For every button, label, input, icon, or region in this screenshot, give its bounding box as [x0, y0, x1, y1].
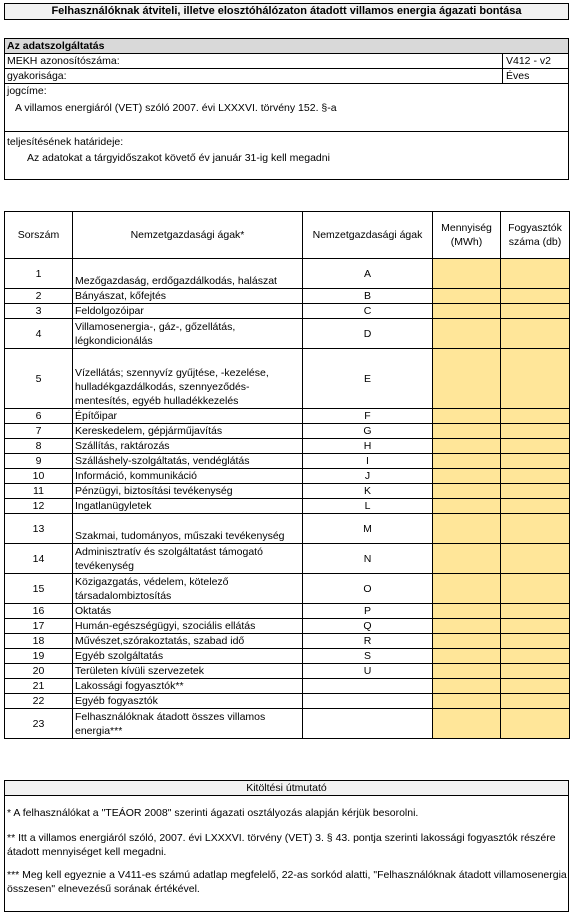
table-row — [5, 574, 570, 604]
deadline-text: Az adatokat a tárgyidőszakot követő év január 31-ig kell megadni — [27, 152, 330, 164]
legal-basis — [5, 84, 568, 132]
col-no: Sorszám — [5, 212, 73, 259]
quantity-input-cell[interactable] — [433, 289, 501, 304]
quantity-input-cell[interactable] — [433, 649, 501, 664]
sector-name: Felhasználóknak átadott összes villamos energia*** — [73, 709, 303, 739]
row-number: 6 — [5, 409, 73, 424]
sector-code: P — [303, 604, 433, 619]
table-row — [5, 634, 570, 649]
sector-code: Q — [303, 619, 433, 634]
consumers-input-cell[interactable] — [501, 469, 570, 484]
table-row — [5, 514, 570, 544]
sector-name: Mezőgazdaság, erdőgazdálkodás, halászat — [73, 259, 303, 289]
sector-code — [303, 679, 433, 694]
table-row — [5, 694, 570, 709]
sector-code: J — [303, 469, 433, 484]
sector-name: Szálláshely-szolgáltatás, vendéglátás — [73, 454, 303, 469]
row-number: 2 — [5, 289, 73, 304]
id-row — [5, 54, 568, 69]
sector-name: Építőipar — [73, 409, 303, 424]
consumers-input-cell[interactable] — [501, 604, 570, 619]
consumers-input-cell[interactable] — [501, 499, 570, 514]
table-row — [5, 289, 570, 304]
consumers-input-cell[interactable] — [501, 709, 570, 739]
table-row — [5, 454, 570, 469]
sector-code: B — [303, 289, 433, 304]
frequency-value: Éves — [502, 69, 568, 83]
quantity-input-cell[interactable] — [433, 619, 501, 634]
instructions-header: Kitöltési útmutató — [5, 781, 568, 796]
table-row — [5, 709, 570, 739]
sector-name: Egyéb fogyasztók — [73, 694, 303, 709]
sector-code: M — [303, 514, 433, 544]
sector-name: Területen kívüli szervezetek — [73, 664, 303, 679]
row-number: 14 — [5, 544, 73, 574]
table-row — [5, 319, 570, 349]
sector-name: Információ, kommunikáció — [73, 469, 303, 484]
quantity-input-cell[interactable] — [433, 409, 501, 424]
quantity-input-cell[interactable] — [433, 694, 501, 709]
table-row — [5, 499, 570, 514]
row-number: 15 — [5, 574, 73, 604]
sector-name: Pénzügyi, biztosítási tevékenység — [73, 484, 303, 499]
sector-name: Vízellátás; szennyvíz gyűjtése, -kezelése, hulladékgazdálkodás, szennyeződés-mentesítés, egyéb hulladékkezelés — [73, 349, 303, 409]
sector-name: Lakossági fogyasztók** — [73, 679, 303, 694]
sector-name: Szállítás, raktározás — [73, 439, 303, 454]
table-row — [5, 604, 570, 619]
row-number: 18 — [5, 634, 73, 649]
row-number: 12 — [5, 499, 73, 514]
table-row — [5, 259, 570, 289]
table-row — [5, 664, 570, 679]
row-number: 17 — [5, 619, 73, 634]
row-number: 21 — [5, 679, 73, 694]
row-number: 20 — [5, 664, 73, 679]
sector-name: Kereskedelem, gépjárműjavítás — [73, 424, 303, 439]
row-number: 7 — [5, 424, 73, 439]
quantity-input-cell[interactable] — [433, 664, 501, 679]
quantity-input-cell[interactable] — [433, 634, 501, 649]
note-1: * A felhasználókat a "TEÁOR 2008" szerinti ágazati osztályozás alapján kérjük besorolni. — [7, 807, 419, 819]
consumers-input-cell[interactable] — [501, 349, 570, 409]
sector-name: Egyéb szolgáltatás — [73, 649, 303, 664]
sector-name: Feldolgozóipar — [73, 304, 303, 319]
consumers-input-cell[interactable] — [501, 439, 570, 454]
table-row — [5, 469, 570, 484]
sector-code: L — [303, 499, 433, 514]
col-quantity: Mennyiség (MWh) — [433, 212, 501, 259]
id-label: MEKH azonosítószáma: — [7, 55, 120, 67]
consumers-input-cell[interactable] — [501, 454, 570, 469]
sector-name: Szakmai, tudományos, műszaki tevékenység — [73, 514, 303, 544]
row-number: 5 — [5, 349, 73, 409]
sector-code: A — [303, 259, 433, 289]
consumers-input-cell[interactable] — [501, 634, 570, 649]
sector-code: U — [303, 664, 433, 679]
consumers-input-cell[interactable] — [501, 679, 570, 694]
deadline — [5, 132, 568, 165]
sector-code: F — [303, 409, 433, 424]
sector-name: Villamosenergia-, gáz-, gőzellátás, légkondicionálás — [73, 319, 303, 349]
row-number: 19 — [5, 649, 73, 664]
note-2: ** Itt a villamos energiáról szóló, 2007. évi LXXXVI. törvény (VET) 3. § 43. pontja szerinti lakossági fogyasztók részére átadott mennyiséget kell megadni. — [7, 832, 556, 858]
table-row — [5, 424, 570, 439]
row-number: 10 — [5, 469, 73, 484]
consumers-input-cell[interactable] — [501, 259, 570, 289]
note-3: *** Meg kell egyeznie a V411-es számú adatlap megfelelő, 22-as sorkód alatti, "Felhasználóknak átadott villamosenergia összesen" elnevezésű sorának értékével. — [7, 869, 567, 895]
sector-name: Bányászat, kőfejtés — [73, 289, 303, 304]
quantity-input-cell[interactable] — [433, 319, 501, 349]
sector-code: R — [303, 634, 433, 649]
table-row — [5, 304, 570, 319]
table-row — [5, 484, 570, 499]
consumers-input-cell[interactable] — [501, 514, 570, 544]
sector-code: G — [303, 424, 433, 439]
quantity-input-cell[interactable] — [433, 469, 501, 484]
consumers-input-cell[interactable] — [501, 319, 570, 349]
sector-code: D — [303, 319, 433, 349]
quantity-input-cell[interactable] — [433, 439, 501, 454]
row-number: 16 — [5, 604, 73, 619]
sector-code: I — [303, 454, 433, 469]
consumers-input-cell[interactable] — [501, 304, 570, 319]
quantity-input-cell[interactable] — [433, 709, 501, 739]
consumers-input-cell[interactable] — [501, 619, 570, 634]
quantity-input-cell[interactable] — [433, 574, 501, 604]
table-row — [5, 439, 570, 454]
consumers-input-cell[interactable] — [501, 289, 570, 304]
quantity-input-cell[interactable] — [433, 304, 501, 319]
consumers-input-cell[interactable] — [501, 649, 570, 664]
consumers-input-cell[interactable] — [501, 574, 570, 604]
row-number: 13 — [5, 514, 73, 544]
sector-name: Ingatlanügyletek — [73, 499, 303, 514]
quantity-input-cell[interactable] — [433, 544, 501, 574]
quantity-input-cell[interactable] — [433, 484, 501, 499]
sector-name: Humán-egészségügyi, szociális ellátás — [73, 619, 303, 634]
quantity-input-cell[interactable] — [433, 514, 501, 544]
sector-code: H — [303, 439, 433, 454]
instructions-section — [4, 780, 569, 912]
sector-code: O — [303, 574, 433, 604]
col-consumers: Fogyasztók száma (db) — [501, 212, 570, 259]
row-number: 9 — [5, 454, 73, 469]
sector-code: K — [303, 484, 433, 499]
consumers-input-cell[interactable] — [501, 484, 570, 499]
quantity-input-cell[interactable] — [433, 604, 501, 619]
row-number: 3 — [5, 304, 73, 319]
row-number: 8 — [5, 439, 73, 454]
info-header: Az adatszolgáltatás — [5, 39, 568, 54]
sector-code — [303, 709, 433, 739]
consumers-input-cell[interactable] — [501, 544, 570, 574]
consumers-input-cell[interactable] — [501, 424, 570, 439]
id-value: V412 - v2 — [502, 54, 568, 68]
quantity-input-cell[interactable] — [433, 499, 501, 514]
legal-label: jogcíme: — [7, 85, 47, 97]
table-row — [5, 349, 570, 409]
sector-name: Művészet,szórakoztatás, szabad idő — [73, 634, 303, 649]
sector-name: Oktatás — [73, 604, 303, 619]
sector-name: Közigazgatás, védelem, kötelező társadalombiztosítás — [73, 574, 303, 604]
col-code: Nemzetgazdasági ágak — [303, 212, 433, 259]
frequency-label: gyakorisága: — [7, 70, 67, 82]
table-row — [5, 679, 570, 694]
table-row — [5, 544, 570, 574]
sector-name: Adminisztratív és szolgáltatást támogató tevékenység — [73, 544, 303, 574]
quantity-input-cell[interactable] — [433, 259, 501, 289]
sector-code — [303, 694, 433, 709]
sector-code: N — [303, 544, 433, 574]
table-row — [5, 409, 570, 424]
sector-table — [4, 211, 570, 739]
table-row — [5, 649, 570, 664]
sector-code: S — [303, 649, 433, 664]
row-number: 4 — [5, 319, 73, 349]
deadline-label: teljesítésének határideje: — [7, 136, 124, 148]
sector-code: C — [303, 304, 433, 319]
form-title: Felhasználóknak átviteli, illetve elosztóhálózaton átadott villamos energia ágazati bontása — [4, 3, 569, 20]
consumers-input-cell[interactable] — [501, 409, 570, 424]
row-number: 11 — [5, 484, 73, 499]
sector-code: E — [303, 349, 433, 409]
table-row — [5, 619, 570, 634]
col-sector: Nemzetgazdasági ágak* — [73, 212, 303, 259]
quantity-input-cell[interactable] — [433, 679, 501, 694]
row-number: 22 — [5, 694, 73, 709]
quantity-input-cell[interactable] — [433, 424, 501, 439]
consumers-input-cell[interactable] — [501, 664, 570, 679]
info-section — [4, 38, 569, 180]
quantity-input-cell[interactable] — [433, 349, 501, 409]
consumers-input-cell[interactable] — [501, 694, 570, 709]
row-number: 1 — [5, 259, 73, 289]
quantity-input-cell[interactable] — [433, 454, 501, 469]
legal-text: A villamos energiáról (VET) szóló 2007. évi LXXXVI. törvény 152. §-a — [15, 102, 337, 114]
row-number: 23 — [5, 709, 73, 739]
frequency-row — [5, 69, 568, 84]
